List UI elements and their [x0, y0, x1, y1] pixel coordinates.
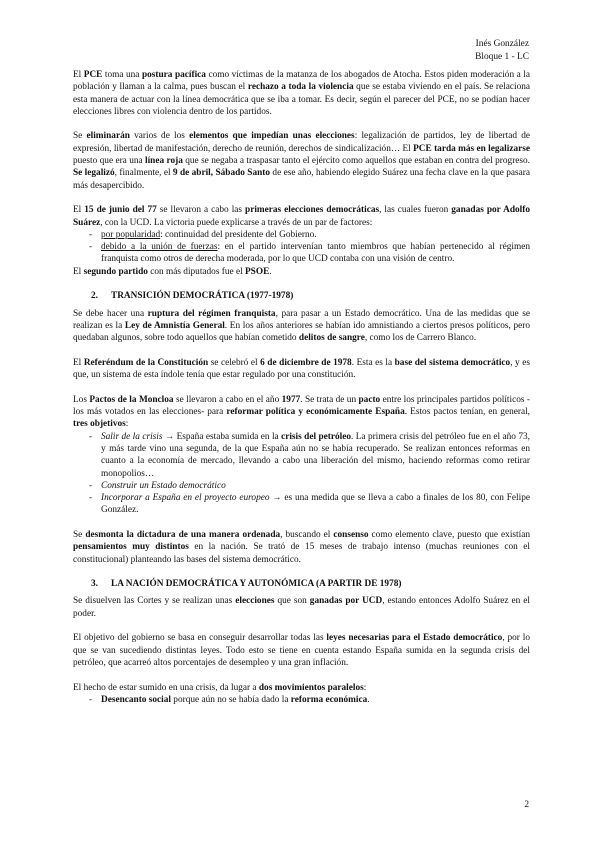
paragraph-pce: El PCE toma una postura pacífica como víctimas de la matanza de los abogados de Atocha. Estos piden moderación a la población y llaman a la calma, pues buscan el rechazo a toda la violencia que se estaba viviendo en el país. Se relaciona esta manera de actuar con la línea democrática que se iba a tomar. Es decir, según el parecer del PCE, no se podían hacer elecciones libres con violencia dentro de los partidos.	[73, 70, 530, 117]
document-body	[73, 69, 530, 706]
page-number: 2	[524, 800, 529, 810]
list-item: - por popularidad: continuidad del presidente del Gobierno.	[73, 229, 530, 241]
factors-list	[73, 229, 530, 266]
section-heading-2: 2. TRANSICIÓN DEMOCRÁTICA (1977-1978)	[91, 291, 294, 302]
paragraph-elecciones: El 15 de junio del 77 se llevaron a cabo las primeras elecciones democráticas, las cuales fueron ganadas por Adolfo Suárez, con la UCD. La victoria puede explicarse a través de un par de factores:	[73, 205, 530, 228]
paragraph-ruptura: Se debe hacer una ruptura del régimen franquista, para pasar a un Estado democrático. Una de las medidas que se realizan es la Ley de Amnistía General. En los años anteriores se habían ido amnistiando a ciertos presos políticos, pero quedaban algunos, sobre todo aquellos que habían cometido delitos de sangre, como los de Carrero Blanco.	[73, 308, 530, 344]
list-item: - Incorporar a España en el proyecto europeo → es una medida que se lleva a cabo a finales de los 80, con Felipe González.	[73, 492, 530, 517]
paragraph-pactos: Los Pactos de la Moncloa se llevaron a cabo en el año 1977. Se trata de un pacto entre los principales partidos políticos -los más votados en las elecciones- para reformar política y económicamente España. Estos pactos tenían, en general, tres objetivos:	[73, 394, 530, 430]
section-heading-3: 3. LA NACIÓN DEMOCRÁTICA Y AUTONÓMICA (A PARTIR DE 1978)	[91, 579, 402, 590]
paragraph-cortes: Se disuelven las Cortes y se realizan unas elecciones que son ganadas por UCD, estando entonces Adolfo Suárez en el poder.	[73, 596, 530, 619]
paragraph-referendum: El Referéndum de la Constitución se celebró el 6 de diciembre de 1978. Esta es la base del sistema democrático, y es que, un sistema de esta índole tenía que estar regulado por una constitución.	[73, 357, 530, 381]
paragraph-eliminacion: Se eliminarán varios de los elementos que impedían unas elecciones: legalización de partidos, ley de libertad de expresión, libertad de manifestación, derecho de reunión, derechos de sindicalización… El PCE tarda más en legalizarse puesto que era una línea roja que se negaba a traspasar tanto el ejército como aquellos que estaban en contra del progreso. Se legalizó, finalmente, el 9 de abril, Sábado Santo de ese año, habiendo elegido Suárez una fecha clave en la que pasara más desapercibido.	[73, 131, 531, 191]
paragraph-segundo-partido: El segundo partido con más diputados fue el PSOE.	[73, 266, 272, 277]
list-item: - Construir un Estado democrático	[73, 480, 530, 492]
list-item: - Salir de la crisis → España estaba sumida en la crisis del petróleo. La primera crisis del petróleo fue en el año 73, y más tarde vino una segunda, de la que España aún no se había recuperado. Se realizan entonces reformas en cuanto a la economía de mercado, llevando a cabo una liberación del mismo, haciendo reformas como retirar monopolios…	[73, 431, 530, 480]
list-item: - Desencanto social porque aún no se había dado la reforma económica.	[73, 694, 530, 706]
objectives-list	[73, 431, 530, 517]
movements-list	[73, 694, 530, 706]
page-header	[475, 38, 529, 64]
author-name: Inés González	[475, 39, 529, 49]
paragraph-objetivo: El objetivo del gobierno se basa en conseguir desarrollar todas las leyes necesarias para el Estado democrático, por lo que se van sucediendo distintas leyes. Todo esto se tiene en cuenta estando España sumida en la segunda crisis del petróleo, que acarreó altos porcentajes de desempleo y una gran inflación.	[73, 633, 530, 668]
list-item: - debido a la unión de fuerzas: en el partido intervenían tanto miembros que habían pertenecido al régimen franquista como otros de derecha moderada, por lo que UCD contaba con una visión de centro.	[73, 241, 530, 266]
paragraph-desmonta: Se desmonta la dictadura de una manera ordenada, buscando el consenso como elemento clave, puesto que existían pensamientos muy distintos en la nación. Se trató de 15 meses de trabajo intenso (muchas reuniones con el constitucional) planteando las bases del sistema democrático.	[73, 529, 531, 565]
paragraph-crisis: El hecho de estar sumido en una crisis, da lugar a dos movimientos paralelos:	[73, 682, 367, 693]
section-label: Bloque 1 - LC	[475, 52, 529, 62]
